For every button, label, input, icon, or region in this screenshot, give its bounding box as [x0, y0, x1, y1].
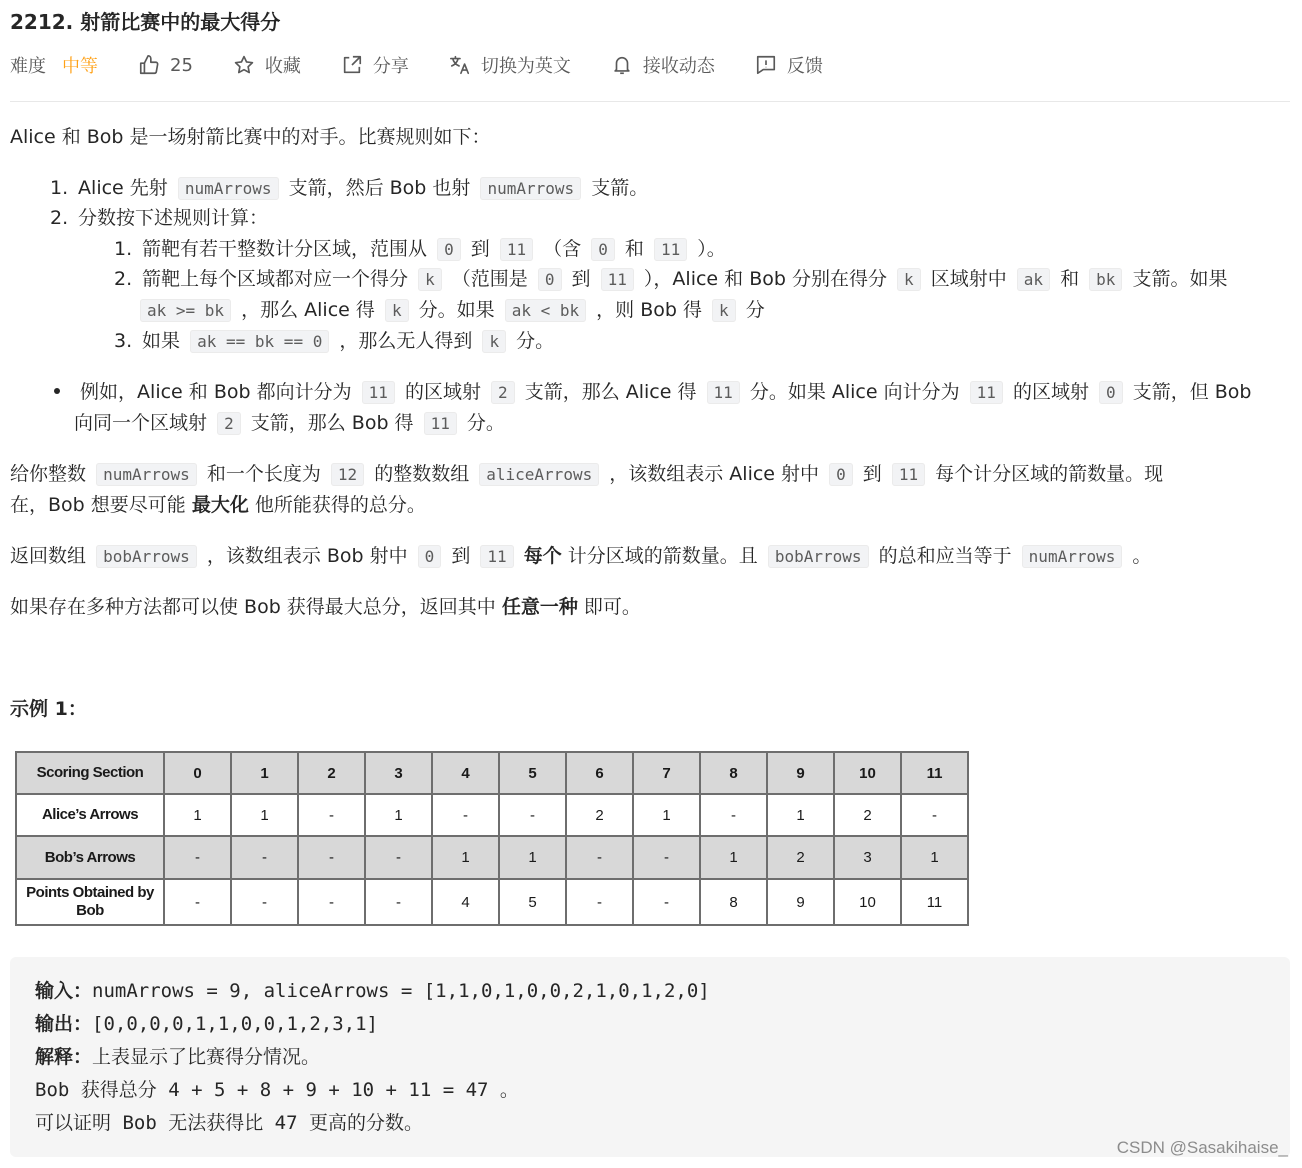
inline-code: 11 [424, 412, 457, 435]
list-number: 1. [50, 177, 69, 199]
rule-text: 的区域射 [404, 381, 481, 403]
example-1-box [10, 957, 1290, 1157]
paragraph-text: 的总和应当等于 [878, 545, 1012, 567]
rule-text: ，则 Bob 得 [596, 299, 702, 321]
table-cell: - [231, 879, 298, 925]
row-header: Scoring Section [16, 752, 164, 794]
rule-text: ），Alice 和 Bob 分别在得分 [643, 268, 887, 290]
rule-text: 支箭，那么 Alice 得 [524, 381, 697, 403]
table-cell: 6 [566, 752, 633, 794]
inline-code: ak < bk [505, 299, 586, 322]
inline-code: 11 [480, 545, 513, 568]
rule-text: 箭靶上每个区域都对应一个得分 [142, 268, 409, 290]
inline-code: 11 [970, 381, 1003, 404]
inline-code: 11 [892, 463, 925, 486]
example-output-line [35, 1009, 378, 1036]
table-cell: 0 [164, 752, 231, 794]
feedback-button[interactable] [755, 52, 823, 78]
table-cell: - [499, 794, 566, 836]
rule-text: 分。 [466, 412, 505, 434]
inline-code: 11 [362, 381, 395, 404]
table-cell: 3 [365, 752, 432, 794]
table-cell: 7 [633, 752, 700, 794]
rule-text: 箭靶有若干整数计分区域，范围从 [142, 238, 428, 260]
inline-code: numArrows [96, 463, 197, 486]
bullet-dot [54, 388, 60, 394]
inline-code: 2 [217, 412, 241, 435]
like-button[interactable] [138, 54, 193, 76]
table-cell: 5 [499, 879, 566, 925]
table-cell: 2 [566, 794, 633, 836]
inline-code: k [482, 330, 506, 353]
paragraph-text: 他所能获得的总分。 [254, 494, 426, 516]
table-cell: - [164, 836, 231, 879]
example-explain-line [35, 1042, 320, 1069]
paragraph-text: 的整数数组 [374, 463, 470, 485]
rule-text: 到 [571, 268, 591, 290]
rule-text: （含 [543, 238, 582, 260]
table-cell: 8 [700, 752, 767, 794]
table-cell: 10 [834, 752, 901, 794]
favorite-label: 收藏 [264, 56, 301, 77]
table-cell: - [298, 879, 365, 925]
rule-text: 支箭。 [591, 177, 649, 199]
rule-text: 分。 [516, 330, 555, 352]
table-cell: - [365, 879, 432, 925]
example-explain-line-2: Bob 获得总分 4 + 5 + 8 + 9 + 10 + 11 = 47 。 [35, 1079, 519, 1101]
paragraph-text: 在，Bob 想要尽可能 [10, 494, 186, 516]
output-label: 输出： [35, 1013, 93, 1035]
inline-code: 0 [418, 545, 442, 568]
share-button[interactable] [341, 52, 409, 78]
paragraph-text: 和一个长度为 [206, 463, 321, 485]
table-cell: 1 [164, 794, 231, 836]
input-label: 输入： [35, 980, 93, 1002]
inline-code: k [385, 299, 409, 322]
table-cell: 3 [834, 836, 901, 879]
inline-code: bobArrows [96, 545, 197, 568]
switch-language-label: 切换为英文 [480, 56, 571, 77]
inline-code: 2 [491, 381, 515, 404]
inline-code: ak [1017, 268, 1050, 291]
task-paragraph-1-continued [10, 490, 426, 521]
rule-text: 分。如果 Alice 向计分为 [749, 381, 960, 403]
paragraph-text: 。 [1132, 545, 1152, 567]
rule-text: 区域射中 [930, 268, 1007, 290]
table-cell: 1 [700, 836, 767, 879]
inline-code: 0 [829, 463, 853, 486]
table-cell: - [633, 836, 700, 879]
example-bullet [54, 377, 1251, 408]
inline-code: 0 [437, 238, 461, 261]
watermark: CSDN @Sasakihaise_ [1116, 1138, 1288, 1157]
row-header: Alice’s Arrows [16, 794, 164, 836]
rule-text: ）。 [697, 238, 726, 260]
explain-value: 上表显示了比赛得分情况。 [92, 1046, 321, 1068]
table-cell: - [566, 836, 633, 879]
inline-code: k [712, 299, 736, 322]
rule-text: 例如，Alice 和 Bob 都向计分为 [80, 381, 352, 403]
table-cell: 9 [767, 879, 834, 925]
rule-text: 如果 [142, 330, 181, 352]
table-cell: 1 [767, 794, 834, 836]
description-intro [10, 122, 491, 153]
inline-code: ak == bk == 0 [190, 330, 329, 353]
table-cell: 2 [834, 794, 901, 836]
rule-text: ，那么无人得到 [339, 330, 473, 352]
inline-code: 0 [1099, 381, 1123, 404]
table-cell: 1 [231, 794, 298, 836]
task-paragraph-3 [10, 592, 641, 623]
favorite-button[interactable] [233, 52, 301, 78]
inline-code: 11 [601, 268, 634, 291]
row-header: Bob’s Arrows [16, 836, 164, 879]
paragraph-text: 到 [451, 545, 471, 567]
rule-text: 支箭，然后 Bob 也射 [288, 177, 471, 199]
rule-text: 向同一个区域射 [74, 412, 208, 434]
table-cell: - [365, 836, 432, 879]
like-count: 25 [170, 54, 193, 76]
paragraph-text: 计分区域的箭数量。且 [567, 545, 758, 567]
intro-text: Alice 和 Bob 是一场射箭比赛中的对手。比赛规则如下： [10, 126, 491, 148]
table-row [16, 794, 968, 836]
inline-code: 11 [654, 238, 687, 261]
rule-text: 和 [624, 238, 644, 260]
table-cell: 2 [767, 836, 834, 879]
explain-label: 解释： [35, 1046, 93, 1068]
table-row [16, 752, 968, 794]
rule-text: 支箭。如果 [1132, 268, 1228, 290]
rule-text: Alice 先射 [78, 177, 168, 199]
difficulty [10, 52, 98, 78]
task-paragraph-2 [10, 541, 1151, 572]
feedback-label: 反馈 [786, 56, 823, 77]
paragraph-text: 返回数组 [10, 545, 87, 567]
rule-text: 分数按下述规则计算： [78, 207, 269, 229]
example-bullet-continued [74, 408, 505, 439]
table-cell: - [432, 794, 499, 836]
rule-item-1 [50, 173, 648, 204]
share-label: 分享 [372, 56, 409, 77]
inline-code: 11 [707, 381, 740, 404]
scoring-table [15, 751, 969, 926]
paragraph-text: 即可。 [583, 596, 641, 618]
difficulty-label: 难度 [10, 56, 46, 77]
table-cell: - [298, 794, 365, 836]
output-value: [0,0,0,0,1,1,0,0,1,2,3,1] [92, 1013, 378, 1035]
table-cell: 9 [767, 752, 834, 794]
table-cell: 8 [700, 879, 767, 925]
example-1-title: 示例 1： [10, 698, 87, 720]
bell-icon [611, 54, 633, 76]
rule-text: 支箭，但 Bob [1132, 381, 1252, 403]
inline-code: 0 [538, 268, 562, 291]
table-row [16, 879, 968, 925]
table-cell: 1 [901, 836, 968, 879]
example-explain-line-3: 可以证明 Bob 无法获得比 47 更高的分数。 [35, 1112, 423, 1134]
input-value: numArrows = 9, aliceArrows = [1,1,0,1,0,0,2,1,0,1,2,0] [92, 980, 710, 1002]
header-divider [10, 101, 1290, 102]
rule-text: 分 [745, 299, 765, 321]
table-cell: - [566, 879, 633, 925]
feedback-icon [755, 54, 777, 76]
sub-rule-2 [114, 264, 1227, 295]
table-cell: 1 [499, 836, 566, 879]
table-cell: 1 [432, 836, 499, 879]
share-icon [341, 54, 363, 76]
table-cell: 11 [901, 879, 968, 925]
table-cell: 1 [633, 794, 700, 836]
list-number: 3. [114, 330, 133, 352]
inline-code: k [418, 268, 442, 291]
paragraph-text: 如果存在多种方法都可以使 Bob 获得最大总分，返回其中 [10, 596, 496, 618]
list-number: 2. [114, 268, 133, 290]
table-cell: 10 [834, 879, 901, 925]
meta-toolbar [10, 50, 863, 80]
subscribe-button[interactable] [611, 52, 715, 78]
inline-code: bobArrows [768, 545, 869, 568]
inline-code: numArrows [480, 177, 581, 200]
list-number: 2. [50, 207, 69, 229]
rule-text: （范围是 [451, 268, 528, 290]
inline-code: 0 [591, 238, 615, 261]
sub-rule-1 [114, 234, 726, 265]
example-input-line [35, 976, 710, 1003]
bold-text: 每个 [523, 545, 562, 567]
translate-icon [449, 54, 471, 76]
table-cell: - [700, 794, 767, 836]
table-cell: 4 [432, 879, 499, 925]
difficulty-value: 中等 [62, 56, 98, 77]
rule-text: 支箭，那么 Bob 得 [250, 412, 414, 434]
table-cell: - [231, 836, 298, 879]
rule-text: 的区域射 [1012, 381, 1089, 403]
table-cell: - [164, 879, 231, 925]
inline-code: 12 [331, 463, 364, 486]
rule-text: 和 [1060, 268, 1080, 290]
rule-item-2 [50, 203, 268, 234]
paragraph-text: 到 [862, 463, 882, 485]
inline-code: numArrows [1022, 545, 1123, 568]
sub-rule-2-continued [136, 295, 765, 326]
table-row [16, 836, 968, 879]
list-number: 1. [114, 238, 133, 260]
table-cell: 4 [432, 752, 499, 794]
paragraph-text: ，该数组表示 Alice 射中 [609, 463, 820, 485]
table-cell: 1 [231, 752, 298, 794]
inline-code: 11 [500, 238, 533, 261]
switch-language-button[interactable] [449, 52, 571, 78]
thumbs-up-icon [138, 54, 160, 76]
inline-code: k [897, 268, 921, 291]
task-paragraph-1 [10, 459, 1163, 490]
inline-code: bk [1089, 268, 1122, 291]
row-header: Points Obtained by Bob [16, 879, 164, 925]
inline-code: ak >= bk [140, 299, 231, 322]
inline-code: numArrows [178, 177, 279, 200]
inline-code: aliceArrows [479, 463, 599, 486]
table-cell: - [633, 879, 700, 925]
subscribe-label: 接收动态 [642, 56, 715, 77]
sub-rule-3 [114, 326, 554, 357]
bold-text: 最大化 [191, 494, 249, 516]
table-cell: 1 [365, 794, 432, 836]
table-cell: 5 [499, 752, 566, 794]
table-cell: - [298, 836, 365, 879]
table-cell: - [901, 794, 968, 836]
rule-text: 到 [470, 238, 490, 260]
bold-text: 任意一种 [501, 596, 578, 618]
table-cell: 11 [901, 752, 968, 794]
rule-text: ，那么 Alice 得 [241, 299, 375, 321]
page-title: 2212. 射箭比赛中的最大得分 [10, 10, 281, 34]
paragraph-text: 每个计分区域的箭数量。现 [935, 463, 1164, 485]
star-icon [233, 54, 255, 76]
paragraph-text: ，该数组表示 Bob 射中 [206, 545, 408, 567]
paragraph-text: 给你整数 [10, 463, 87, 485]
rule-text: 分。如果 [418, 299, 495, 321]
table-cell: 2 [298, 752, 365, 794]
